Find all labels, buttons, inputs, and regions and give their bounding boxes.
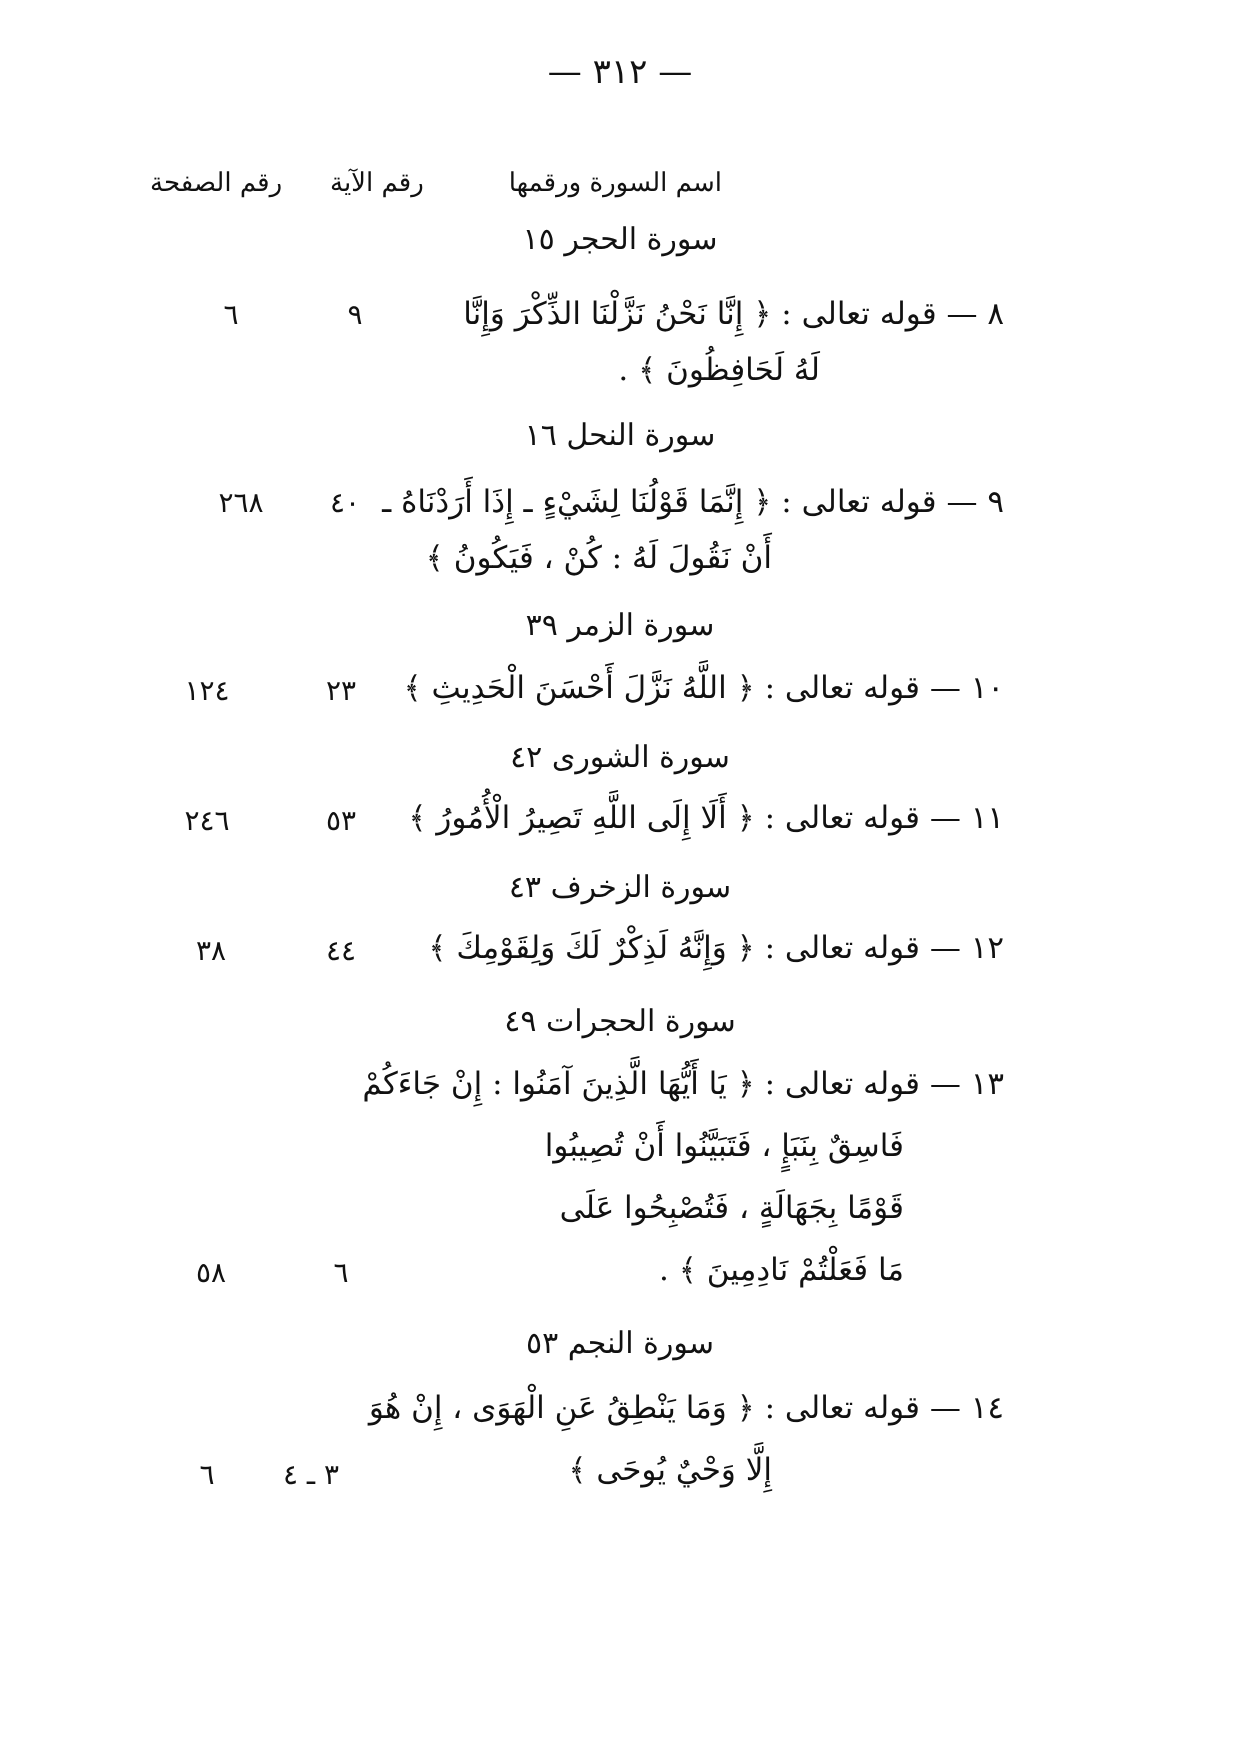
header-page-column: رقم الصفحة — [150, 168, 283, 198]
surah-heading: سورة الحجرات ٤٩ — [504, 1004, 736, 1039]
entry-line: ١٤ — قوله تعالى : ﴿ وَمَا يَنْطِقُ عَنِ الْهَوَى ، إِنْ هُوَ — [368, 1390, 1004, 1426]
page-reference: ٣٨ — [195, 934, 227, 967]
entry-continuation: قَوْمًا بِجَهَالَةٍ ، فَتُصْبِحُوا عَلَى — [559, 1190, 904, 1226]
verse-number: ٦ — [333, 1256, 349, 1289]
header-surah-column: اسم السورة ورقمها — [508, 168, 722, 198]
verse-number: ٢٣ — [325, 674, 357, 707]
page-reference: ٥٨ — [195, 1256, 227, 1289]
entry-line: ٩ — قوله تعالى : ﴿ إِنَّمَا قَوْلُنَا لِشَيْءٍ ـ إِذَا أَرَدْنَاهُ ـ — [382, 484, 1004, 520]
entry-line: ١٢ — قوله تعالى : ﴿ وَإِنَّهُ لَذِكْرٌ لَكَ وَلِقَوْمِكَ ﴾ — [428, 930, 1004, 966]
page-number: — ٣١٢ — — [547, 52, 693, 92]
verse-number: ٤٤ — [325, 934, 357, 967]
entry-line: ١٣ — قوله تعالى : ﴿ يَا أَيُّهَا الَّذِينَ آمَنُوا : إِنْ جَاءَكُمْ — [362, 1066, 1004, 1102]
surah-heading: سورة الزمر ٣٩ — [525, 608, 715, 643]
header-verse-column: رقم الآية — [330, 168, 424, 198]
entry-continuation: أَنْ نَقُولَ لَهُ : كُنْ ، فَيَكُونُ ﴾ — [425, 540, 772, 576]
surah-heading: سورة الزخرف ٤٣ — [508, 870, 732, 905]
verse-number: ٩ — [347, 298, 363, 331]
entry-continuation: فَاسِقٌ بِنَبَإٍ ، فَتَبَيَّنُوا أَنْ تُصِيبُوا — [544, 1128, 904, 1164]
verse-number: ٣ ـ ٤ — [282, 1458, 340, 1491]
entry-continuation: إِلَّا وَحْيٌ يُوحَى ﴾ — [568, 1452, 772, 1488]
entry-line: ٨ — قوله تعالى : ﴿ إِنَّا نَحْنُ نَزَّلْنَا الذِّكْرَ وَإِنَّا — [463, 296, 1004, 332]
entry-line: ١٠ — قوله تعالى : ﴿ اللَّهُ نَزَّلَ أَحْسَنَ الْحَدِيثِ ﴾ — [403, 670, 1004, 706]
verse-number: ٥٣ — [325, 804, 357, 837]
page-reference: ٢٤٦ — [184, 804, 230, 837]
page-reference: ٦ — [199, 1458, 215, 1491]
verse-number: ٤٠ — [329, 486, 361, 519]
entry-continuation: لَهُ لَحَافِظُونَ ﴾ . — [618, 352, 820, 388]
page-reference: ١٢٤ — [184, 674, 230, 707]
entry-line: ١١ — قوله تعالى : ﴿ أَلَا إِلَى اللَّهِ تَصِيرُ الْأُمُورُ ﴾ — [408, 800, 1004, 836]
surah-heading: سورة النجم ٥٣ — [525, 1326, 714, 1361]
surah-heading: سورة النحل ١٦ — [524, 418, 716, 453]
page-reference: ٦ — [223, 298, 239, 331]
surah-heading: سورة الشورى ٤٢ — [510, 740, 730, 775]
entry-continuation: مَا فَعَلْتُمْ نَادِمِينَ ﴾ . — [659, 1252, 904, 1288]
page-reference: ٢٦٨ — [218, 486, 264, 519]
surah-heading: سورة الحجر ١٥ — [522, 222, 718, 257]
